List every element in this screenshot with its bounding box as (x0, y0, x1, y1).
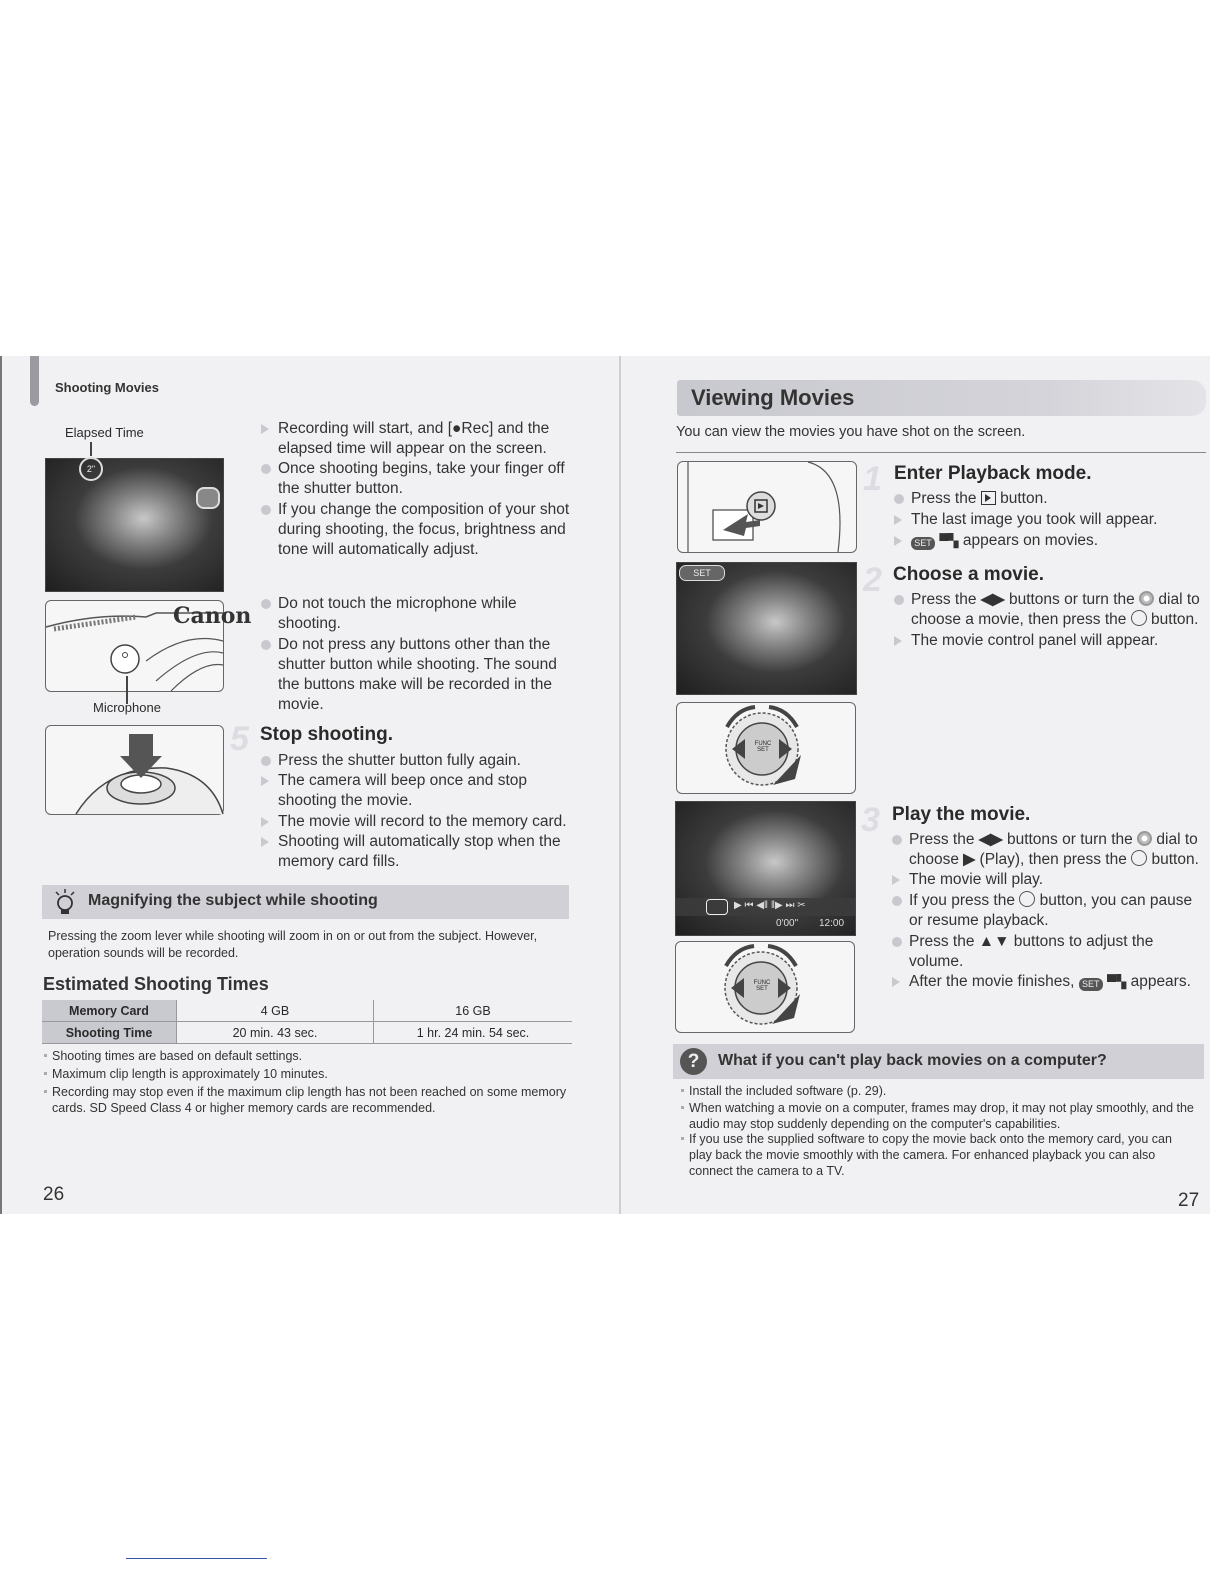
bullet-beep: The camera will beep once and stop shooting the movie. (278, 771, 578, 811)
note-item: Install the included software (p. 29). (689, 1083, 1195, 1099)
control-dial-icon (1137, 831, 1152, 846)
set-badge: SET (911, 537, 935, 550)
result-arrow-icon (894, 515, 902, 525)
play-control-icon (706, 899, 728, 915)
bullet-mic-touch: Do not touch the microphone while shooting. (278, 594, 568, 634)
result-arrow-icon (261, 817, 269, 827)
bullet-dot-icon (894, 595, 904, 605)
bullet-auto-stop: Shooting will automatically stop when the memory card fills. (278, 832, 578, 872)
page-number: 27 (1178, 1190, 1200, 1211)
right-page (621, 356, 1210, 1214)
table-cell: 4 GB (177, 1000, 374, 1022)
control-dial-drawing (676, 702, 856, 794)
func-set-icon (1131, 850, 1147, 866)
bullet-pause: If you press the button, you can pause or resume playback. (909, 891, 1207, 931)
table-cell: 16 GB (374, 1000, 573, 1022)
step-title: Enter Playback mode. (894, 463, 1092, 484)
playback-button-drawing (677, 461, 857, 553)
result-arrow-icon (261, 776, 269, 786)
bullet-press-shutter: Press the shutter button fully again. (278, 751, 578, 771)
computer-heading: What if you can't play back movies on a computer? (718, 1052, 1107, 1069)
elapsed-time-label: Elapsed Time (65, 425, 144, 440)
note-item: If you use the supplied software to copy the movie back onto the memory card, you can play back the movie smoothly with the camera. For enhanced playback you can also connect the camera to a TV. (689, 1131, 1195, 1179)
bullet-finger-off: Once shooting begins, take your finger off the shutter button. (278, 459, 573, 499)
result-arrow-icon (261, 424, 269, 434)
bullet-dot-icon (892, 896, 902, 906)
movie-icon: ▀▚ (939, 533, 959, 548)
result-arrow-icon (261, 837, 269, 847)
camera-microphone-drawing (45, 600, 252, 692)
func-label: FUNC SET (753, 980, 771, 992)
bullet-dot-icon (261, 505, 271, 515)
bullet-finished: After the movie finishes, SET ▀▚ appears. (909, 972, 1207, 992)
footnote-rule (126, 1558, 267, 1559)
magnify-heading: Magnifying the subject while shooting (88, 892, 378, 909)
func-set-icon (1019, 891, 1035, 907)
bullet-recording-start: Recording will start, and [●Rec] and the elapsed time will appear on the screen. (278, 419, 573, 459)
shooting-times-table (42, 1000, 572, 1044)
control-dial-drawing (675, 941, 855, 1033)
step-title: Stop shooting. (260, 724, 393, 745)
manual-spread (0, 356, 1210, 1214)
magnify-text: Pressing the zoom lever while shooting will zoom in on or out from the subject. However, operation sounds will be recorded. (48, 929, 538, 960)
bullet-record-card: The movie will record to the memory card. (278, 812, 578, 832)
bullet-press-playback: Press the button. (911, 489, 1211, 509)
callout-line (90, 442, 92, 456)
control-dial-icon (1139, 591, 1154, 606)
left-right-icon: ◀▶ (978, 831, 1003, 848)
question-icon: ? (680, 1048, 707, 1075)
microphone-label: Microphone (93, 700, 161, 715)
movie-time: 0'00" (776, 918, 799, 929)
result-arrow-icon (894, 636, 902, 646)
note-item: Shooting times are based on default settings. (52, 1048, 572, 1064)
chapter-tab (30, 356, 39, 406)
movie-clock: 12:00 (819, 918, 845, 929)
set-movie-badge: SET (679, 565, 725, 581)
bullet-choose-play: Press the ◀▶ buttons or turn the dial to choose ▶ (Play), then press the button. (909, 830, 1207, 870)
divider (676, 452, 1206, 453)
play-icon: ▶ (963, 851, 976, 868)
movie-control-panel (676, 898, 855, 916)
table-header-cell: Shooting Time (42, 1022, 177, 1044)
bullet-control-panel: The movie control panel will appear. (911, 631, 1209, 651)
rec-indicator-icon (196, 487, 220, 509)
bullet-dot-icon (261, 599, 271, 609)
note-item: When watching a movie on a computer, frames may drop, it may not play smoothly, and the audio may stop suddenly depending on the computer's capabilities. (689, 1101, 1194, 1131)
bullet-composition: If you change the composition of your shot during shooting, the focus, brightness and tone will automatically adjust. (278, 500, 573, 560)
shutter-button-drawing (45, 725, 224, 815)
bullet-movie-play: The movie will play. (909, 870, 1207, 890)
canon-logo: Canon (173, 603, 252, 629)
camera-back-svg (678, 462, 856, 552)
note-item: Recording may stop even if the maximum clip length has not been reached on some memory cards. SD Speed Class 4 or higher memory cards are recommended. (52, 1085, 567, 1115)
table-header-cell: Memory Card (42, 1000, 177, 1022)
left-right-icon: ◀▶ (980, 591, 1005, 608)
playback-controls-icons: ▶ ⏮ ◀‖ ‖▶ ⏭ ✂ (734, 900, 806, 911)
magnify-heading-bar (42, 885, 569, 919)
bullet-dot-icon (892, 937, 902, 947)
bullet-dot-icon (261, 640, 271, 650)
movie-screen-photo (676, 562, 857, 695)
bullet-set-movie: SET ▀▚ appears on movies. (911, 531, 1211, 551)
table-row (42, 1022, 572, 1044)
table-row (42, 1000, 572, 1022)
bullet-dot-icon (261, 756, 271, 766)
result-arrow-icon (894, 536, 902, 546)
section-label: Shooting Movies (55, 380, 159, 395)
note-item: Maximum clip length is approximately 10 minutes. (52, 1066, 572, 1082)
elapsed-counter: 2" (79, 457, 103, 481)
left-page (0, 356, 621, 1214)
title-bar (677, 380, 1206, 416)
result-arrow-icon (892, 875, 900, 885)
set-badge: SET (1079, 978, 1103, 991)
step-number: 1 (863, 460, 882, 498)
up-down-icon: ▲▼ (978, 933, 1010, 950)
func-set-icon (1131, 610, 1147, 626)
playback-icon (981, 491, 996, 505)
bullet-dot-icon (261, 464, 271, 474)
step-title: Choose a movie. (893, 564, 1044, 585)
intro-text: You can view the movies you have shot on the screen. (676, 424, 1026, 440)
step-title: Play the movie. (892, 804, 1031, 825)
computer-heading-bar (673, 1044, 1204, 1079)
step-number: 3 (861, 801, 880, 839)
estimated-times-heading: Estimated Shooting Times (43, 974, 269, 994)
dog-recording-photo (45, 458, 224, 592)
step-number: 5 (230, 720, 249, 758)
table-cell: 20 min. 43 sec. (177, 1022, 374, 1044)
movie-playback-photo (675, 801, 856, 936)
bullet-choose-movie: Press the ◀▶ buttons or turn the dial to choose a movie, then press the button. (911, 590, 1209, 630)
step-number: 2 (863, 561, 882, 599)
page-title: Viewing Movies (691, 385, 855, 410)
bullet-dot-icon (892, 835, 902, 845)
func-label: FUNC SET (754, 741, 772, 753)
bullet-volume: Press the ▲▼ buttons to adjust the volume. (909, 932, 1207, 972)
bullet-no-buttons: Do not press any buttons other than the shutter button while shooting. The sound the buttons make will be recorded in the movie. (278, 635, 568, 715)
shutter-svg (46, 726, 223, 814)
bullet-last-image: The last image you took will appear. (911, 510, 1211, 530)
page-number: 26 (43, 1184, 65, 1205)
movie-icon: ▀▚ (1107, 974, 1127, 989)
table-cell: 1 hr. 24 min. 54 sec. (374, 1022, 573, 1044)
bullet-dot-icon (894, 494, 904, 504)
tip-bulb-icon (52, 888, 78, 916)
result-arrow-icon (892, 977, 900, 987)
